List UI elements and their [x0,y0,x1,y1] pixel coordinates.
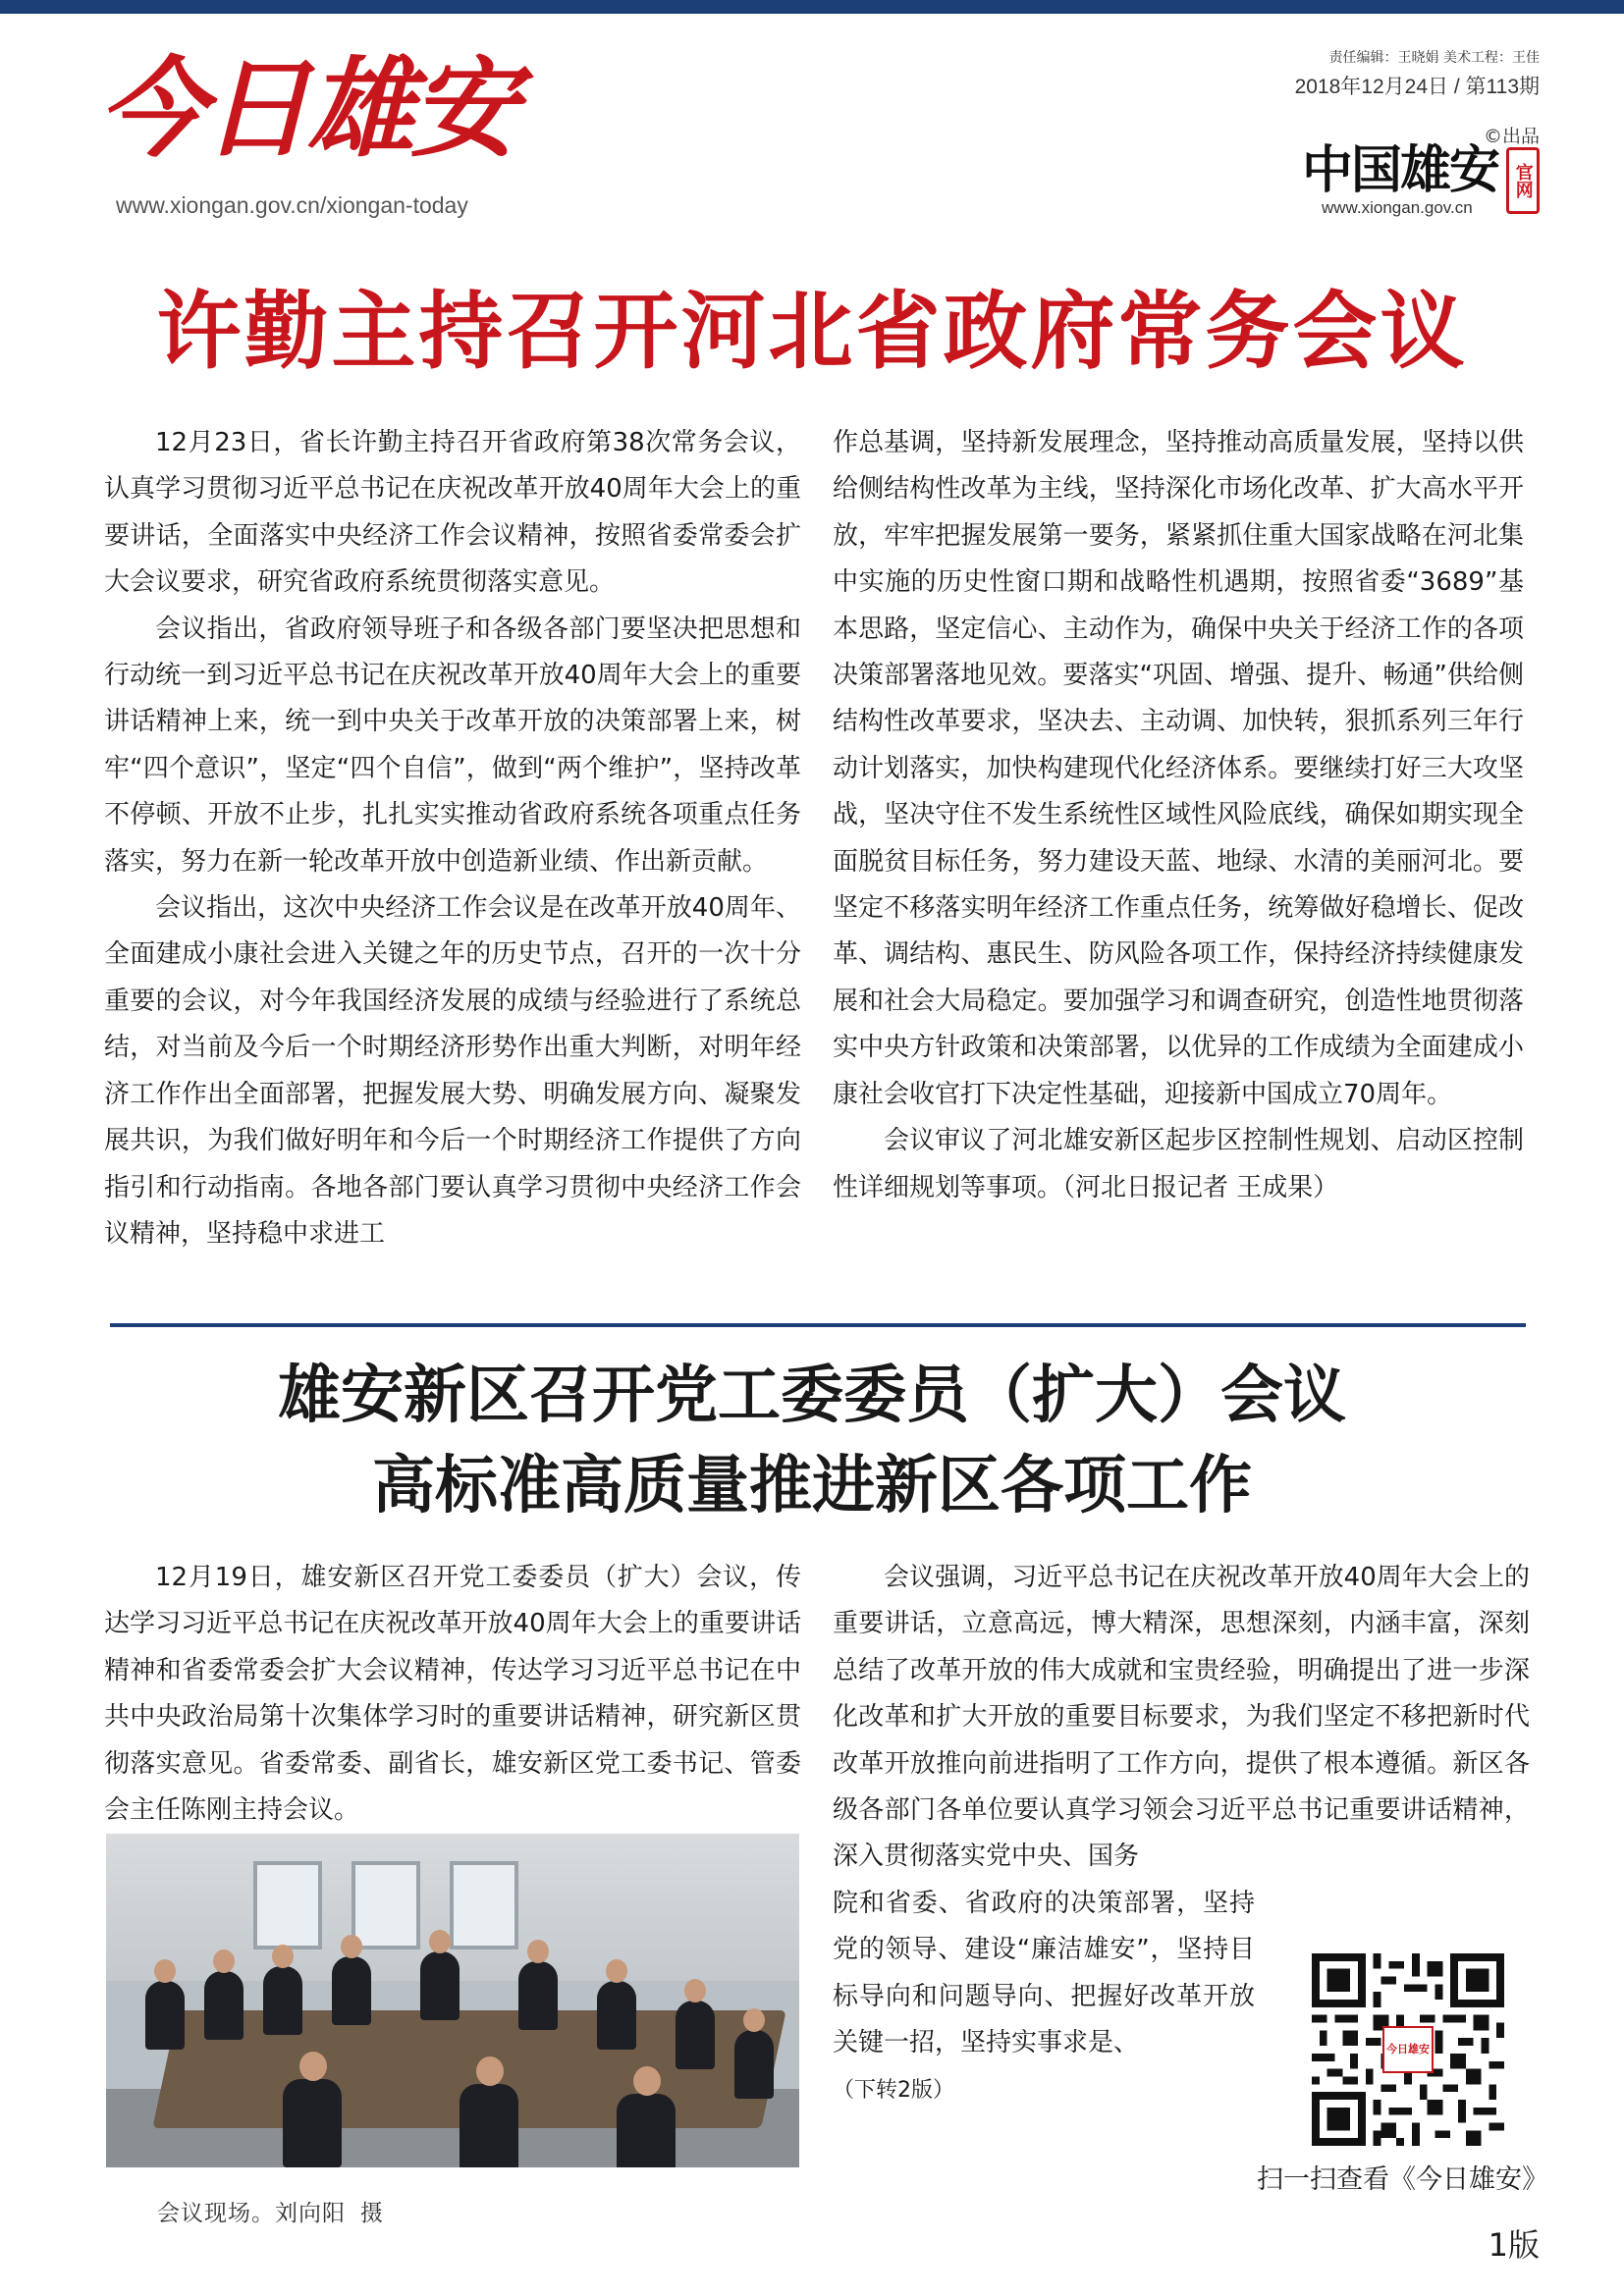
editor-credits: 责任编辑：王晓娟 美术工程：王佳 [1328,50,1540,66]
article2-paragraph: 院和省委、省政府的决策部署，坚持党的领导、建设“廉洁雄安”，坚持目标导向和问题导向、把握好改革开放关键一招，坚持实事求是、 [833,1889,1255,2058]
article2-headline-line1: 雄安新区召开党工委委员（扩大）会议 [278,1360,1346,1432]
producer-mark: ©出品 [1483,126,1540,147]
article2-right-column [833,1555,1530,1881]
masthead-url[interactable]: www.xiongan.gov.cn/xiongan-today [116,192,468,218]
partner-seal-text: 官网 [1512,163,1534,198]
article1-left-column [104,420,801,1257]
article2-headline-line2: 高标准高质量推进新区各项工作 [372,1450,1252,1522]
article1-paragraph: 会议指出，这次中央经济工作会议是在改革开放40周年、全面建成小康社会进入关键之年的历史节点，召开的一次十分重要的会议，对今年我国经济发展的成绩与经验进行了系统总结，对当前及今后一个时期经济形势作出重大判断，对明年经济工作作出全面部署，把握发展大势、明确发展方向、凝聚发展共识，为我们做好明年和今后一个时期经济工作提供了方向指引和行动指南。各地各部门要认真学习贯彻中央经济工作会议精神，坚持稳中求进工 [104,893,801,1249]
article2-right-column-narrow [833,1881,1255,2113]
photo-caption: 会议现场。刘向阳 摄 [157,2201,384,2226]
article1-paragraph: 会议审议了河北雄安新区起步区控制性规划、启动区控制性详细规划等事项。（河北日报记者 王成果） [833,1126,1524,1202]
article1-paragraph: 作总基调，坚持新发展理念，坚持推动高质量发展，坚持以供给侧结构性改革为主线，坚持深化市场化改革、扩大高水平开放，牢牢把握发展第一要务，紧紧抓住重大国家战略在河北集中实施的历史性窗口期和战略性机遇期，按照省委“3689”基本思路，坚定信心、主动作为，确保中央关于经济工作的各项决策部署落地见效。要落实“巩固、增强、提升、畅通”供给侧结构性改革要求，坚决去、主动调、加快转，狠抓系列三年行动计划落实，加快构建现代化经济体系。要继续打好三大攻坚战，坚决守住不发生系统性区域性风险底线，确保如期实现全面脱贫目标任务，努力建设天蓝、地绿、水清的美丽河北。要坚定不移落实明年经济工作重点任务，统筹做好稳增长、促改革、调结构、惠民生、防风险各项工作，保持经济持续健康发展和社会大局稳定。要加强学习和调查研究，创造性地贯彻落实中央方针政策和决策部署，以优异的工作成绩为全面建成小康社会收官打下决定性基础，迎接新中国成立70周年。 [833,428,1524,1109]
article2-paragraph: 会议强调，习近平总书记在庆祝改革开放40周年大会上的重要讲话，立意高远，博大精深，思想深刻，内涵丰富，深刻总结了改革开放的伟大成就和宝贵经验，明确提出了进一步深化改革和扩大开放的重要目标要求，为我们坚定不移把新时代改革开放推向前进指明了工作方向，提供了根本遵循。新区各级各部门各单位要认真学习领会习近平总书记重要讲话精神，深入贯彻落实党中央、国务 [833,1563,1530,1872]
article1-headline: 许勤主持召开河北省政府常务会议 [156,282,1468,381]
masthead-logo: 今日雄安 [98,45,514,172]
qr-caption: 扫一扫查看《今日雄安》 [1257,2164,1548,2195]
continued-note: （下转2版） [833,2077,954,2103]
article1-right-column [833,420,1524,1211]
partner-logo: 中国雄安 [1302,140,1499,200]
partner-url[interactable]: www.xiongan.gov.cn [1322,198,1473,217]
section-divider [110,1323,1526,1327]
article1-paragraph: 12月23日，省长许勤主持召开省政府第38次常务会议，认真学习贯彻习近平总书记在庆祝改革开放40周年大会上的重要讲话，全面落实中央经济工作会议精神，按照省委常委会扩大会议要求，研究省政府系统贯彻落实意见。 [104,428,801,598]
meeting-photo [106,1834,799,2167]
top-color-bar [0,0,1624,14]
page-number: 1版 [1488,2226,1540,2264]
article2-left-column [104,1555,801,1834]
partner-seal [1506,147,1540,214]
article1-paragraph: 会议指出，省政府领导班子和各级各部门要坚决把思想和行动统一到习近平总书记在庆祝改革开放40周年大会上的重要讲话精神上来，统一到中央关于改革开放的决策部署上来，树牢“四个意识”，坚定“四个自信”，做到“两个维护”，坚持改革不停顿、开放不止步，扎扎实实推动省政府系统各项重点任务落实，努力在新一轮改革开放中创造新业绩、作出新贡献。 [104,614,801,877]
issue-date: 2018年12月24日 / 第113期 [1294,76,1540,98]
article2-paragraph: 12月19日，雄安新区召开党工委委员（扩大）会议，传达学习习近平总书记在庆祝改革开放40周年大会上的重要讲话精神和省委常委会扩大会议精神，传达学习习近平总书记在中共中央政治局第十次集体学习时的重要讲话精神，研究新区贯彻落实意见。省委常委、副省长，雄安新区党工委书记、管委会主任陈刚主持会议。 [104,1563,801,1826]
qr-center-logo: 今日雄安 [1382,2026,1434,2073]
